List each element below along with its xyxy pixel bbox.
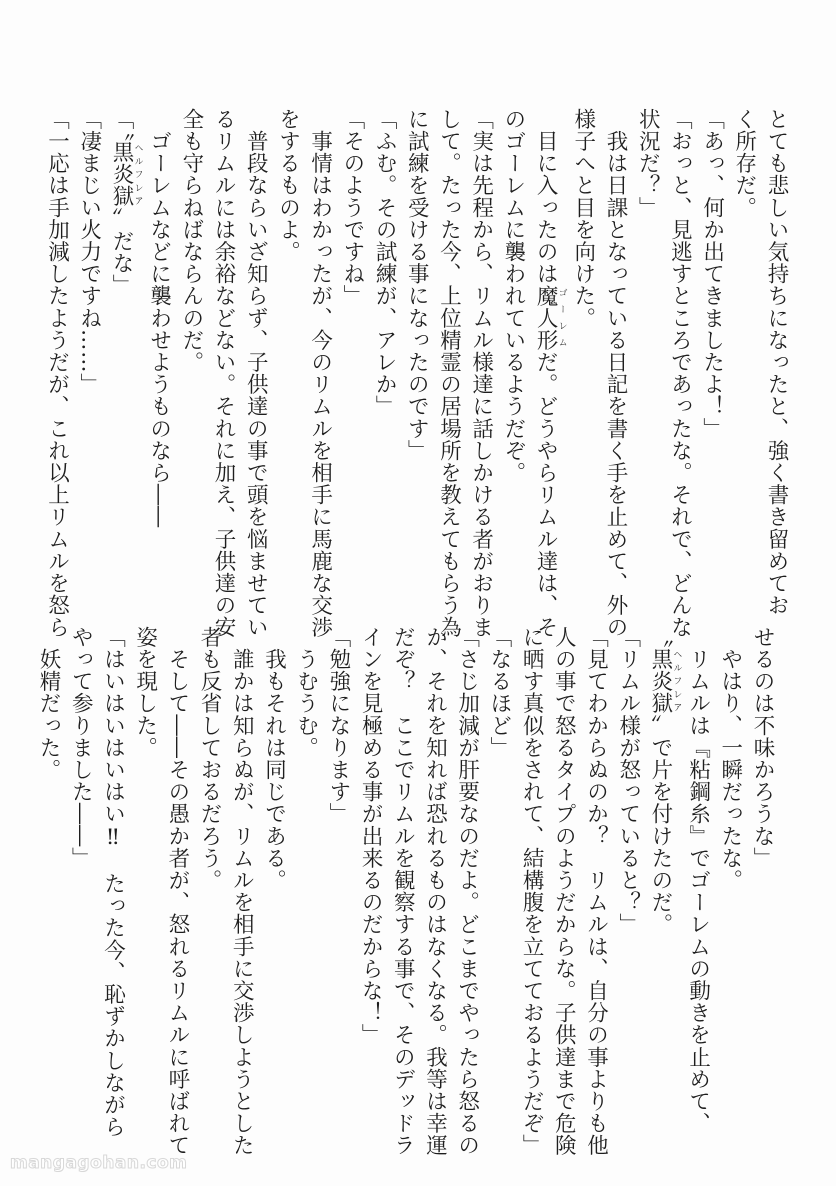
text-line: のゴーレムに襲われているようだぞ。 (500, 108, 526, 484)
furigana-reading: ゴーレム (556, 284, 567, 352)
text-line: 「ふむ。その試練が、アレか」 (372, 108, 398, 418)
text-line: そして――その愚か者が、怒れるリムルに呼ばれて (164, 626, 190, 1157)
text-line: 「一応は手加減したようだが、これ以上リムルを怒ら (44, 108, 70, 639)
text-line: うむうむ。 (293, 626, 319, 759)
text-line: やって参りました――」 (68, 626, 94, 870)
furigana-reading: ヘルフレア (671, 648, 682, 715)
text-line: 妖精だった。 (36, 626, 62, 781)
text-line: とても悲しい気持ちになったと、強く書き留めてお (764, 108, 789, 617)
text-line: 我もそれは同じである。 (261, 626, 287, 892)
text-line: 「おっと、見逃すところであったな。それで、どんな (667, 108, 693, 639)
text-line: に晒す真似をされて、結構腹を立てておるようだぞ」 (519, 626, 545, 1157)
text-line: 「見てわからぬのか？ リムルは、自分の事よりも他 (583, 626, 609, 1157)
text-line: 誰かは知らぬが、リムルを相手に交渉しようとした (229, 626, 255, 1157)
furigana-reading: ヘルフレア (132, 141, 143, 208)
text-line: やはり、一瞬だったな。 (717, 626, 743, 892)
text-line: 「〝黒炎獄ヘルフレア〟だな」 (108, 108, 143, 297)
text-line: して。たった今、上位精霊の居場所を教えてもらう為 (436, 108, 462, 639)
text-line: インを見極める事が出来るのだからな！」 (358, 626, 384, 1046)
furigana-term: 黒炎獄ヘルフレア (647, 648, 682, 715)
text-line: 「凄まじい火力ですね……」 (76, 108, 102, 396)
text-block-top (40, 108, 792, 639)
text-line: せるのは不味かろうな」 (750, 626, 775, 870)
text-line: 「リムル様が怒っていると？」 (615, 626, 641, 936)
text-line: るリムルには余裕などない。それに加え、子供達の安 (211, 108, 237, 639)
text-block-bottom (32, 626, 778, 1157)
text-line: ゴーレムなどに襲わせようものなら―― (146, 108, 172, 528)
text-line: 「勉強になります」 (325, 626, 351, 825)
text-line: 普段ならいざ知らず、子供達の事で頭を悩ませてい (243, 108, 269, 639)
text-line: か、それを知れば恐れるものはなくなる。我等は幸運 (422, 626, 448, 1157)
text-line: 「あっ、何か出てきましたよ！」 (699, 108, 725, 440)
text-line: 「そのようですね」 (339, 108, 365, 307)
furigana-term: 黒炎獄ヘルフレア (108, 141, 143, 208)
text-line: く所存だ。 (731, 108, 757, 219)
text-line: 全も守らねばならんのだ。 (178, 108, 204, 374)
text-line: 「実は先程から、リムル様達に話しかける者がおりま (468, 108, 494, 639)
text-line: 事情はわかったが、今のリムルを相手に馬鹿な交渉 (307, 108, 333, 639)
text-line: リムルは『粘鋼糸』でゴーレムの動きを止めて、 (685, 626, 711, 1135)
text-line: 姿を現した。 (132, 626, 158, 759)
text-line: をするものよ。 (275, 108, 301, 263)
text-line: だぞ？ ここでリムルを観察する事で、そのデッドラ (390, 626, 416, 1157)
text-line: 人の事で怒るタイプのようだからな。子供達まで危険 (551, 626, 577, 1157)
text-line: 者も反省しておるだろう。 (197, 626, 223, 892)
text-line: 「さじ加減が肝要なのだよ。どこまでやったら怒るの (454, 626, 480, 1157)
text-line: 〝黒炎獄ヘルフレア〟で片を付けたのだ。 (647, 626, 682, 936)
text-line: 様子へと目を向けた。 (570, 108, 596, 329)
text-line: 「なるほど」 (486, 626, 512, 759)
text-line: 目に入ったのは魔人形ゴーレムだ。どうやらリムル達は、そ (533, 108, 567, 639)
text-line: 我は日課となっている日記を書く手を止めて、外の (602, 108, 628, 639)
text-line: 状況だ？」 (635, 108, 661, 219)
watermark: mangagohan.com (10, 1153, 188, 1173)
text-line: 「はいはいはいはい‼ たった今、恥ずかしながら (100, 626, 126, 1138)
text-line: に試練を受ける事になったのです」 (404, 108, 430, 462)
furigana-term: 魔人形ゴーレム (533, 284, 567, 352)
